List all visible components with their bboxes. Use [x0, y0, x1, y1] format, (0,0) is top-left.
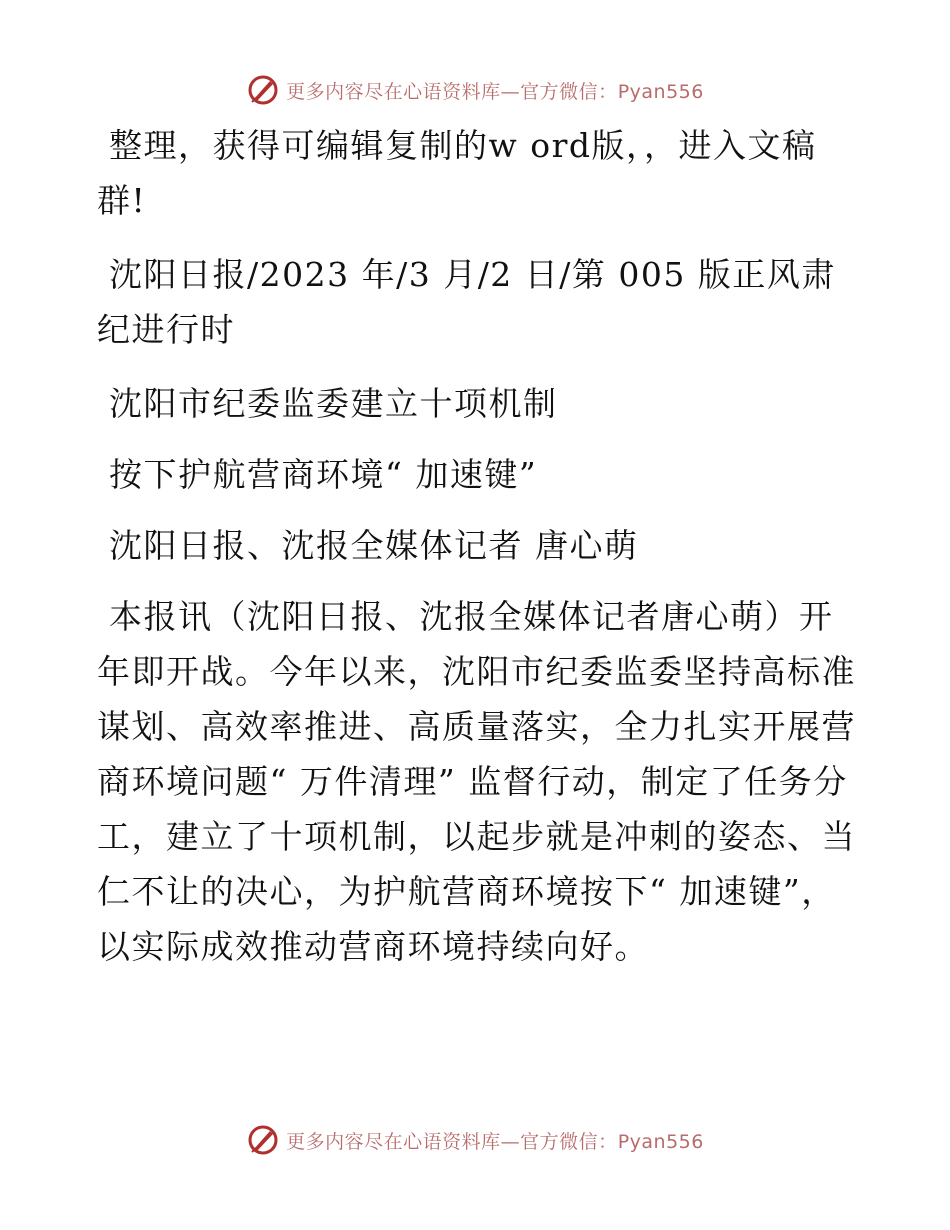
banner-wechat-label: 官方微信：	[520, 1130, 618, 1153]
header-banner	[0, 70, 950, 110]
footer-banner	[0, 1120, 950, 1160]
paragraph-byline: 沈阳日报、沈报全媒体记者 唐心萌	[109, 526, 639, 565]
paragraph-subtitle: 按下护航营商环境“ 加速键”	[109, 455, 538, 494]
quill-pen-circle-icon	[246, 1123, 280, 1157]
banner-wechat-id: Pyan556	[617, 80, 704, 103]
paragraph-source: 沈阳日报/2023 年/3 月/2 日/第 005 版正风肃纪进行时	[97, 255, 836, 349]
paragraph-body: 本报讯（沈阳日报、沈报全媒体记者唐心萌）开年即开战。今年以来，沈阳市纪委监委坚持高标准谋划、高效率推进、高质量落实，全力扎实开展营商环境问题“ 万件清理” 监督行动，制定了任务分工，建立了十项机制，以起步就是冲刺的姿态、当仁不让的决心，为护航营商环境按下“ 加速键”，以实际成效推动营商环境持续向好。	[97, 597, 856, 966]
banner-wechat-label: 官方微信：	[520, 80, 618, 103]
document-body	[97, 118, 857, 993]
paragraph-title: 沈阳市纪委监委建立十项机制	[109, 384, 558, 423]
banner-separator: —	[500, 80, 521, 103]
banner-wechat-id: Pyan556	[617, 1130, 704, 1153]
banner-text	[286, 77, 704, 104]
paragraph-intro: 整理，获得可编辑复制的w ord版，，进入文稿群!	[97, 126, 817, 220]
banner-separator: —	[500, 1130, 521, 1153]
banner-main-text: 更多内容尽在心语资料库	[286, 80, 501, 103]
quill-pen-circle-icon	[246, 73, 280, 107]
banner-text	[286, 1127, 704, 1154]
banner-main-text: 更多内容尽在心语资料库	[286, 1130, 501, 1153]
